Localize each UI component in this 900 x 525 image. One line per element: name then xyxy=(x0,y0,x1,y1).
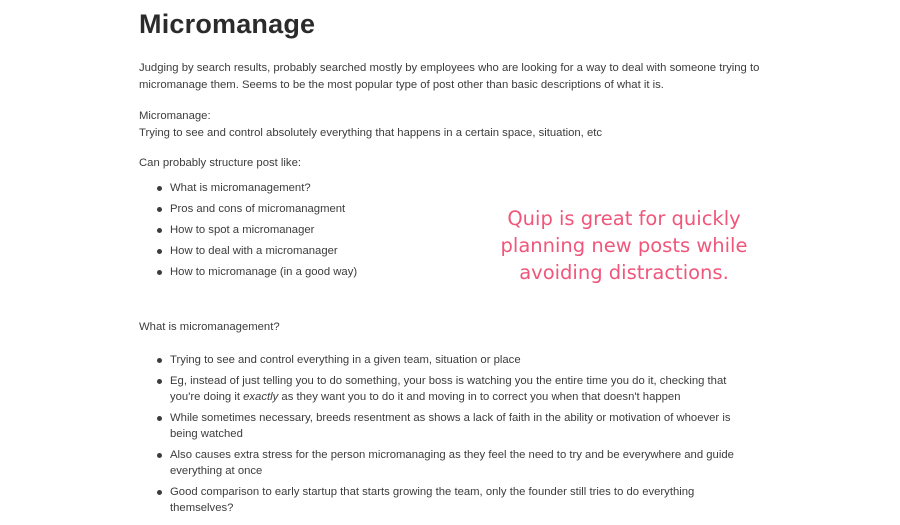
list-item-text: How to deal with a micromanager xyxy=(170,245,338,257)
section-heading[interactable]: What is micromanagement? xyxy=(139,321,280,333)
bullet-icon xyxy=(157,453,162,458)
intro-line-2: micromanage them. Seems to be the most popular type of post other than basic descriptions of what it is. xyxy=(139,79,664,91)
list-item[interactable] xyxy=(139,201,357,222)
list-item[interactable] xyxy=(139,243,357,264)
list-item[interactable] xyxy=(139,264,357,285)
list-item[interactable] xyxy=(139,180,357,201)
bullet-icon xyxy=(157,379,162,384)
list-item-line-2 xyxy=(170,389,734,405)
list-item-line-1: Good comparison to early startup that starts growing the team, only the founder still tries to do everything xyxy=(170,486,695,498)
list-item[interactable] xyxy=(139,373,734,410)
bullet-icon xyxy=(157,228,162,233)
list-item-line-1: Also causes extra stress for the person micromanaging as they feel the need to try and be everywhere and guide xyxy=(170,449,734,461)
text-segment: as they want you to do it and moving in to correct you when that doesn't happen xyxy=(278,391,681,403)
section-list xyxy=(139,352,734,521)
list-item-text: What is micromanagement? xyxy=(170,182,311,194)
bullet-icon xyxy=(157,358,162,363)
structure-heading[interactable]: Can probably structure post like: xyxy=(139,157,302,169)
callout-annotation xyxy=(488,205,760,286)
list-item-text: How to spot a micromanager xyxy=(170,224,315,236)
definition-term: Micromanage: xyxy=(139,110,211,122)
list-item[interactable] xyxy=(139,222,357,243)
bullet-icon xyxy=(157,249,162,254)
definition-paragraph[interactable] xyxy=(139,108,602,142)
list-item-line-2: themselves? xyxy=(170,502,234,514)
document-title[interactable]: Micromanage xyxy=(139,9,316,39)
list-item-text: How to micromanage (in a good way) xyxy=(170,266,358,278)
list-item-line-1: Eg, instead of just telling you to do something, your boss is watching you the entire time you do it, checking that xyxy=(170,375,727,387)
list-item[interactable] xyxy=(139,410,734,447)
list-item-text: Trying to see and control everything in a given team, situation or place xyxy=(170,354,521,366)
text-segment: you're doing it xyxy=(170,391,244,403)
intro-paragraph[interactable] xyxy=(139,60,759,94)
bullet-icon xyxy=(157,416,162,421)
intro-line-1: Judging by search results, probably searched mostly by employees who are looking for a way to deal with someone trying to xyxy=(139,62,760,74)
emphasis-text: exactly xyxy=(243,391,279,403)
structure-list xyxy=(139,180,357,285)
callout-line-2: planning new posts while xyxy=(500,234,748,257)
callout-line-1: Quip is great for quickly xyxy=(507,207,741,230)
list-item-line-2: everything at once xyxy=(170,465,263,477)
list-item-text: Pros and cons of micromanagment xyxy=(170,203,346,215)
bullet-icon xyxy=(157,270,162,275)
bullet-icon xyxy=(157,207,162,212)
definition-text: Trying to see and control absolutely everything that happens in a certain space, situation, etc xyxy=(139,127,603,139)
list-item[interactable] xyxy=(139,352,734,373)
callout-line-3: avoiding distractions. xyxy=(519,261,729,284)
list-item[interactable] xyxy=(139,484,734,521)
list-item-line-2: being watched xyxy=(170,428,243,440)
list-item-line-1: While sometimes necessary, breeds resentment as shows a lack of faith in the ability or motivation of whoever is xyxy=(170,412,731,424)
bullet-icon xyxy=(157,186,162,191)
list-item[interactable] xyxy=(139,447,734,484)
bullet-icon xyxy=(157,490,162,495)
